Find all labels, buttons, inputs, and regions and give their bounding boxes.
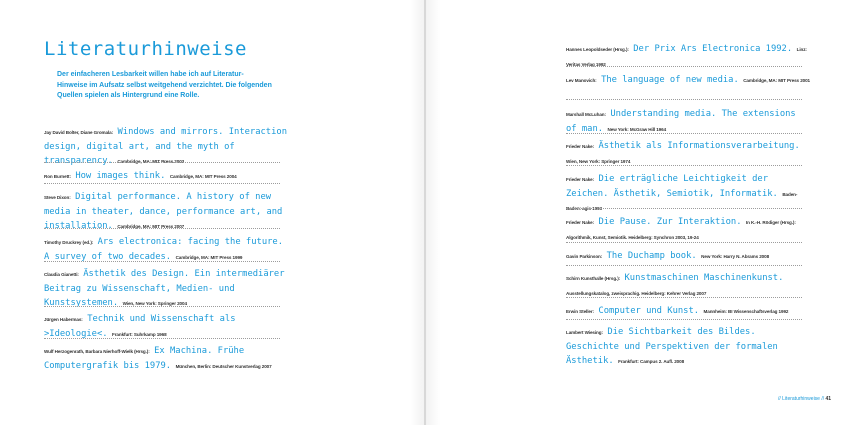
- reference-author: Frieder Nake:: [566, 220, 595, 225]
- reference-author: Timothy Druckrey (ed.):: [44, 240, 94, 245]
- reference-title: Die Pause. Zur Interaktion.: [598, 217, 742, 227]
- reference-entry: [566, 270, 811, 299]
- reference-divider: [566, 99, 802, 100]
- reference-entry: [566, 138, 811, 167]
- reference-title: Kunstmaschinen Maschinenkunst.: [624, 273, 784, 283]
- reference-entry: [566, 106, 811, 135]
- reference-divider: [566, 265, 802, 266]
- reference-publisher: Ausstellungskatalog, zweisprachig. Heidelberg: Kehrer Verlag 2007: [566, 290, 707, 296]
- reference-author: Frieder Nake:: [566, 144, 595, 149]
- reference-divider: [44, 261, 280, 262]
- reference-divider: [566, 242, 802, 243]
- reference-title: Die Sichtbarkeit des Bildes. Geschichte und Perspektiven der formalen Ästhetik.: [566, 327, 778, 366]
- reference-entry: [566, 214, 811, 243]
- reference-title: Understanding media. The extensions of man.: [566, 109, 796, 134]
- reference-publisher: Wien, New York: Springer 1974: [566, 158, 631, 164]
- reference-divider: [44, 228, 280, 229]
- reference-title: Ästhetik als Informationsverarbeitung.: [598, 141, 800, 151]
- reference-author: Wulf Herzogenrath, Barbara Nierhoff-Wielk (Hrsg.):: [44, 349, 150, 354]
- reference-publisher: München, Berlin: Deutscher Kunstverlag 2007: [175, 363, 272, 369]
- reference-publisher: Cambridge, MA: MIT Press 2007: [117, 224, 185, 229]
- reference-title: Der Prix Ars Electronica 1992.: [633, 44, 793, 54]
- footer-section-label: // Literaturhinweise //: [778, 396, 825, 402]
- reference-publisher: Cambridge, MA: MIT Press 2003: [117, 159, 185, 164]
- reference-title: Computer und Kunst.: [598, 306, 700, 316]
- reference-divider: [44, 338, 280, 339]
- reference-publisher: New York: Harry N. Abrams 2008: [701, 254, 770, 259]
- reference-divider: [44, 306, 280, 307]
- reference-author: Marshall McLuhan:: [566, 112, 606, 117]
- reference-title: Digital performance. A history of new media in theater, dance, performance art, and installation.: [44, 192, 283, 231]
- reference-author: Schirn Kunsthalle (Hrsg.):: [566, 276, 621, 281]
- reference-entry: [44, 168, 289, 183]
- reference-entry: [44, 311, 289, 340]
- reference-entry: [44, 189, 289, 233]
- reference-author: Lambert Wiesing:: [566, 330, 603, 335]
- reference-divider: [566, 66, 802, 67]
- reference-entry: [44, 266, 289, 310]
- reference-publisher: Cambridge, MA: MIT Press 2001: [743, 78, 811, 83]
- reference-divider: [566, 133, 802, 134]
- reference-publisher: Wien, New York: Springer 2004: [122, 301, 187, 306]
- left-page: [0, 0, 424, 425]
- reference-publisher: Mannheim: BI Wissenschaftsverlag 1992: [703, 309, 789, 314]
- reference-author: Steve Dixon:: [44, 195, 71, 200]
- reference-title: The language of new media.: [601, 75, 739, 85]
- reference-publisher: Frankfurt: Campus 2. Aufl. 2008: [618, 359, 685, 364]
- reference-divider: [44, 162, 280, 163]
- reference-author: Erwin Steller:: [566, 309, 594, 314]
- reference-author: Lev Manovich:: [566, 78, 597, 83]
- reference-entry: [44, 343, 289, 372]
- reference-entry: [44, 234, 289, 263]
- reference-entry: [566, 303, 811, 318]
- reference-author: Hannes Leopoldseder (Hrsg.):: [566, 47, 629, 52]
- reference-publisher: Cambridge, MA: MIT Press 1999: [175, 254, 243, 260]
- reference-publisher: New York: McGraw Hill 1964: [607, 126, 667, 132]
- reference-entry: [44, 124, 289, 168]
- reference-title: Windows and mirrors. Interaction design, digital art, and the myth of transparency.: [44, 127, 287, 166]
- page-footer: [778, 396, 831, 402]
- reference-divider: [566, 208, 802, 209]
- reference-publisher: Frankfurt: Suhrkamp 1968: [112, 331, 167, 337]
- reference-divider: [566, 297, 802, 298]
- reference-publisher: Linz: Veritas Verlag 1992: [566, 47, 807, 67]
- reference-entry: [566, 248, 811, 263]
- right-page-gutter-shadow: [426, 0, 440, 425]
- page-number: 41: [825, 396, 832, 402]
- reference-title: The Duchamp book.: [606, 251, 697, 261]
- reference-author: Jay David Bolter, Diane Gromala:: [44, 130, 114, 135]
- reference-title: Die erträgliche Leichtigkeit der Zeichen. Ästhetik, Semiotik, Informatik.: [566, 174, 778, 199]
- reference-divider: [566, 319, 802, 320]
- reference-title: Technik und Wissenschaft als >Ideologie<.: [44, 314, 236, 339]
- reference-author: Jürgen Habermas:: [44, 317, 83, 322]
- reference-entry: [566, 72, 811, 87]
- reference-title: Ars electronica: facing the future. A survey of two decades.: [44, 237, 284, 262]
- reference-author: Ron Burnett:: [44, 174, 71, 179]
- right-page: [426, 0, 850, 425]
- page-heading: Literaturhinweise: [44, 38, 247, 60]
- reference-title: Ästhetik des Design. Ein intermediärer Beitrag zu Wissenschaft, Medien- und Kunstsystemen.: [44, 269, 285, 308]
- reference-publisher: In K.-H. Rödiger (Hrsg.): Algorithmik, Kunst, Semiotik. Heidelberg: Synchron 2003, 19-24: [566, 220, 796, 240]
- reference-author: Claudia Gianetti:: [44, 272, 79, 277]
- reference-title: How images think.: [75, 171, 166, 181]
- reference-title: Ex Machina. Frühe Computergrafik bis 1979.: [44, 346, 245, 371]
- reference-publisher: Cambridge, MA: MIT Press 2004: [169, 174, 237, 179]
- reference-divider: [44, 183, 280, 184]
- reference-author: Frieder Nake:: [566, 177, 595, 182]
- left-page-gutter-shadow: [410, 0, 424, 425]
- reference-author: Gavin Parkinson:: [566, 254, 603, 259]
- reference-entry: [566, 324, 811, 368]
- reference-publisher: Baden-Baden: agis 1993: [566, 191, 798, 211]
- reference-divider: [566, 165, 802, 166]
- intro-paragraph: Der einfacheren Lesbarkeit willen habe ich auf Literatur-Hinweise im Aufsatz selbst weitgehend verzichtet. Die folgenden Quellen spielen als Hintergrund eine Rolle.: [57, 71, 272, 100]
